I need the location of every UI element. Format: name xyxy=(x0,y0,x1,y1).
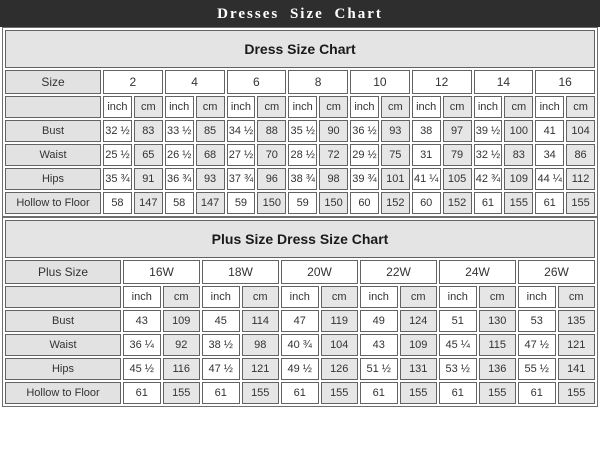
unit-header-inch: inch xyxy=(103,96,132,118)
page-header xyxy=(0,0,600,27)
measurement-value-cell: 55 ½ xyxy=(518,358,556,380)
unit-header-inch: inch xyxy=(123,286,161,308)
measurement-value-cell: 155 xyxy=(479,382,517,404)
measurement-value-cell: 58 xyxy=(103,192,132,214)
measurement-value-cell: 85 xyxy=(196,120,225,142)
measurement-value-cell: 32 ½ xyxy=(474,144,503,166)
measurement-value-cell: 79 xyxy=(443,144,472,166)
measurement-value-cell: 45 ¼ xyxy=(439,334,477,356)
table-title: Plus Size Dress Size Chart xyxy=(5,220,595,258)
unit-header-row xyxy=(5,96,595,118)
measurement-value-cell: 42 ¾ xyxy=(474,168,503,190)
measurement-label-cell: Hollow to Floor xyxy=(5,382,121,404)
measurement-value-cell: 43 xyxy=(360,334,398,356)
measurement-value-cell: 155 xyxy=(321,382,359,404)
measurement-value-cell: 26 ½ xyxy=(165,144,194,166)
unit-header-inch: inch xyxy=(535,96,564,118)
measurement-value-cell: 59 xyxy=(227,192,256,214)
measurement-value-cell: 51 ½ xyxy=(360,358,398,380)
size-header-cell: 4 xyxy=(165,70,225,94)
unit-header-cm: cm xyxy=(479,286,517,308)
measurement-value-cell: 44 ¼ xyxy=(535,168,564,190)
measurement-value-cell: 96 xyxy=(257,168,286,190)
measurement-value-cell: 104 xyxy=(321,334,359,356)
unit-header-cm: cm xyxy=(163,286,201,308)
measurement-value-cell: 25 ½ xyxy=(103,144,132,166)
measurement-value-cell: 61 xyxy=(281,382,319,404)
table-row xyxy=(5,310,595,332)
table-row xyxy=(5,144,595,166)
measurement-value-cell: 41 xyxy=(535,120,564,142)
measurement-value-cell: 91 xyxy=(134,168,163,190)
measurement-value-cell: 136 xyxy=(479,358,517,380)
table-title-row xyxy=(5,30,595,68)
measurement-value-cell: 109 xyxy=(504,168,533,190)
measurement-value-cell: 36 ¼ xyxy=(123,334,161,356)
measurement-value-cell: 53 xyxy=(518,310,556,332)
measurement-value-cell: 83 xyxy=(504,144,533,166)
dress-size-table xyxy=(2,27,598,217)
unit-header-inch: inch xyxy=(350,96,379,118)
table-row xyxy=(5,168,595,190)
table-row xyxy=(5,382,595,404)
measurement-value-cell: 45 xyxy=(202,310,240,332)
size-header-cell: 6 xyxy=(227,70,287,94)
unit-header-cm: cm xyxy=(381,96,410,118)
measurement-value-cell: 38 xyxy=(412,120,441,142)
unit-header-cm: cm xyxy=(319,96,348,118)
measurement-value-cell: 61 xyxy=(123,382,161,404)
size-header-cell: 14 xyxy=(474,70,534,94)
unit-header-cm: cm xyxy=(443,96,472,118)
measurement-value-cell: 40 ¾ xyxy=(281,334,319,356)
measurement-value-cell: 38 ½ xyxy=(202,334,240,356)
unit-header-inch: inch xyxy=(281,286,319,308)
size-label-cell: Size xyxy=(5,70,101,94)
unit-header-cm: cm xyxy=(196,96,225,118)
unit-header-inch: inch xyxy=(288,96,317,118)
measurement-value-cell: 37 ¾ xyxy=(227,168,256,190)
measurement-value-cell: 116 xyxy=(163,358,201,380)
measurement-value-cell: 86 xyxy=(566,144,595,166)
measurement-value-cell: 35 ½ xyxy=(288,120,317,142)
table-title-row xyxy=(5,220,595,258)
measurement-value-cell: 29 ½ xyxy=(350,144,379,166)
measurement-value-cell: 115 xyxy=(479,334,517,356)
measurement-label-cell: Waist xyxy=(5,334,121,356)
corner-cell xyxy=(5,96,101,118)
measurement-value-cell: 33 ½ xyxy=(165,120,194,142)
measurement-value-cell: 61 xyxy=(439,382,477,404)
measurement-value-cell: 47 ½ xyxy=(518,334,556,356)
measurement-value-cell: 150 xyxy=(257,192,286,214)
measurement-value-cell: 49 ½ xyxy=(281,358,319,380)
measurement-value-cell: 155 xyxy=(242,382,280,404)
measurement-value-cell: 27 ½ xyxy=(227,144,256,166)
size-label-cell: Plus Size xyxy=(5,260,121,284)
size-header-cell: 2 xyxy=(103,70,163,94)
measurement-value-cell: 47 xyxy=(281,310,319,332)
measurement-value-cell: 155 xyxy=(558,382,596,404)
measurement-value-cell: 135 xyxy=(558,310,596,332)
measurement-value-cell: 61 xyxy=(360,382,398,404)
measurement-value-cell: 45 ½ xyxy=(123,358,161,380)
size-header-cell: 26W xyxy=(518,260,595,284)
measurement-value-cell: 35 ¾ xyxy=(103,168,132,190)
measurement-label-cell: Bust xyxy=(5,310,121,332)
size-header-cell: 24W xyxy=(439,260,516,284)
measurement-value-cell: 100 xyxy=(504,120,533,142)
unit-header-cm: cm xyxy=(242,286,280,308)
measurement-value-cell: 61 xyxy=(474,192,503,214)
unit-header-cm: cm xyxy=(400,286,438,308)
table-title: Dress Size Chart xyxy=(5,30,595,68)
unit-header-inch: inch xyxy=(360,286,398,308)
size-header-cell: 8 xyxy=(288,70,348,94)
measurement-value-cell: 92 xyxy=(163,334,201,356)
unit-header-cm: cm xyxy=(504,96,533,118)
measurement-value-cell: 126 xyxy=(321,358,359,380)
corner-cell xyxy=(5,286,121,308)
measurement-value-cell: 114 xyxy=(242,310,280,332)
size-header-cell: 22W xyxy=(360,260,437,284)
size-header-row xyxy=(5,260,595,284)
table-row xyxy=(5,334,595,356)
unit-header-inch: inch xyxy=(518,286,556,308)
measurement-label-cell: Hips xyxy=(5,168,101,190)
measurement-value-cell: 152 xyxy=(381,192,410,214)
unit-header-cm: cm xyxy=(257,96,286,118)
size-header-cell: 10 xyxy=(350,70,410,94)
measurement-value-cell: 141 xyxy=(558,358,596,380)
measurement-value-cell: 60 xyxy=(412,192,441,214)
measurement-value-cell: 53 ½ xyxy=(439,358,477,380)
unit-header-cm: cm xyxy=(566,96,595,118)
measurement-value-cell: 119 xyxy=(321,310,359,332)
measurement-value-cell: 109 xyxy=(400,334,438,356)
table-row xyxy=(5,358,595,380)
measurement-value-cell: 83 xyxy=(134,120,163,142)
measurement-value-cell: 90 xyxy=(319,120,348,142)
measurement-value-cell: 34 xyxy=(535,144,564,166)
measurement-value-cell: 152 xyxy=(443,192,472,214)
unit-header-row xyxy=(5,286,595,308)
measurement-value-cell: 61 xyxy=(535,192,564,214)
size-header-cell: 16W xyxy=(123,260,200,284)
measurement-value-cell: 109 xyxy=(163,310,201,332)
measurement-value-cell: 36 ¾ xyxy=(165,168,194,190)
measurement-value-cell: 155 xyxy=(400,382,438,404)
measurement-value-cell: 105 xyxy=(443,168,472,190)
measurement-value-cell: 43 xyxy=(123,310,161,332)
measurement-value-cell: 32 ½ xyxy=(103,120,132,142)
measurement-value-cell: 147 xyxy=(196,192,225,214)
unit-header-inch: inch xyxy=(474,96,503,118)
measurement-value-cell: 88 xyxy=(257,120,286,142)
measurement-value-cell: 124 xyxy=(400,310,438,332)
measurement-value-cell: 130 xyxy=(479,310,517,332)
measurement-value-cell: 61 xyxy=(518,382,556,404)
measurement-value-cell: 70 xyxy=(257,144,286,166)
measurement-value-cell: 147 xyxy=(134,192,163,214)
measurement-value-cell: 150 xyxy=(319,192,348,214)
unit-header-inch: inch xyxy=(412,96,441,118)
measurement-value-cell: 155 xyxy=(163,382,201,404)
measurement-value-cell: 49 xyxy=(360,310,398,332)
measurement-value-cell: 38 ¾ xyxy=(288,168,317,190)
size-header-cell: 12 xyxy=(412,70,472,94)
measurement-value-cell: 60 xyxy=(350,192,379,214)
table-row xyxy=(5,192,595,214)
size-header-cell: 20W xyxy=(281,260,358,284)
measurement-value-cell: 31 xyxy=(412,144,441,166)
measurement-value-cell: 131 xyxy=(400,358,438,380)
measurement-value-cell: 121 xyxy=(242,358,280,380)
measurement-value-cell: 59 xyxy=(288,192,317,214)
measurement-value-cell: 68 xyxy=(196,144,225,166)
measurement-value-cell: 104 xyxy=(566,120,595,142)
size-header-row xyxy=(5,70,595,94)
measurement-value-cell: 97 xyxy=(443,120,472,142)
measurement-value-cell: 75 xyxy=(381,144,410,166)
measurement-label-cell: Waist xyxy=(5,144,101,166)
unit-header-inch: inch xyxy=(439,286,477,308)
plus-size-table xyxy=(2,217,598,407)
measurement-value-cell: 121 xyxy=(558,334,596,356)
measurement-label-cell: Hips xyxy=(5,358,121,380)
measurement-label-cell: Bust xyxy=(5,120,101,142)
measurement-value-cell: 34 ½ xyxy=(227,120,256,142)
measurement-value-cell: 155 xyxy=(566,192,595,214)
measurement-value-cell: 58 xyxy=(165,192,194,214)
unit-header-inch: inch xyxy=(227,96,256,118)
measurement-value-cell: 65 xyxy=(134,144,163,166)
unit-header-cm: cm xyxy=(558,286,596,308)
page-title: Dresses Size Chart xyxy=(217,6,383,22)
unit-header-inch: inch xyxy=(202,286,240,308)
measurement-value-cell: 39 ½ xyxy=(474,120,503,142)
size-header-cell: 16 xyxy=(535,70,595,94)
measurement-value-cell: 61 xyxy=(202,382,240,404)
measurement-value-cell: 93 xyxy=(381,120,410,142)
measurement-value-cell: 72 xyxy=(319,144,348,166)
measurement-value-cell: 98 xyxy=(319,168,348,190)
measurement-value-cell: 36 ½ xyxy=(350,120,379,142)
measurement-value-cell: 47 ½ xyxy=(202,358,240,380)
size-header-cell: 18W xyxy=(202,260,279,284)
unit-header-cm: cm xyxy=(134,96,163,118)
measurement-value-cell: 41 ¼ xyxy=(412,168,441,190)
unit-header-inch: inch xyxy=(165,96,194,118)
table-row xyxy=(5,120,595,142)
measurement-value-cell: 98 xyxy=(242,334,280,356)
measurement-value-cell: 51 xyxy=(439,310,477,332)
measurement-label-cell: Hollow to Floor xyxy=(5,192,101,214)
measurement-value-cell: 39 ¾ xyxy=(350,168,379,190)
measurement-value-cell: 28 ½ xyxy=(288,144,317,166)
measurement-value-cell: 93 xyxy=(196,168,225,190)
measurement-value-cell: 155 xyxy=(504,192,533,214)
unit-header-cm: cm xyxy=(321,286,359,308)
measurement-value-cell: 101 xyxy=(381,168,410,190)
measurement-value-cell: 112 xyxy=(566,168,595,190)
